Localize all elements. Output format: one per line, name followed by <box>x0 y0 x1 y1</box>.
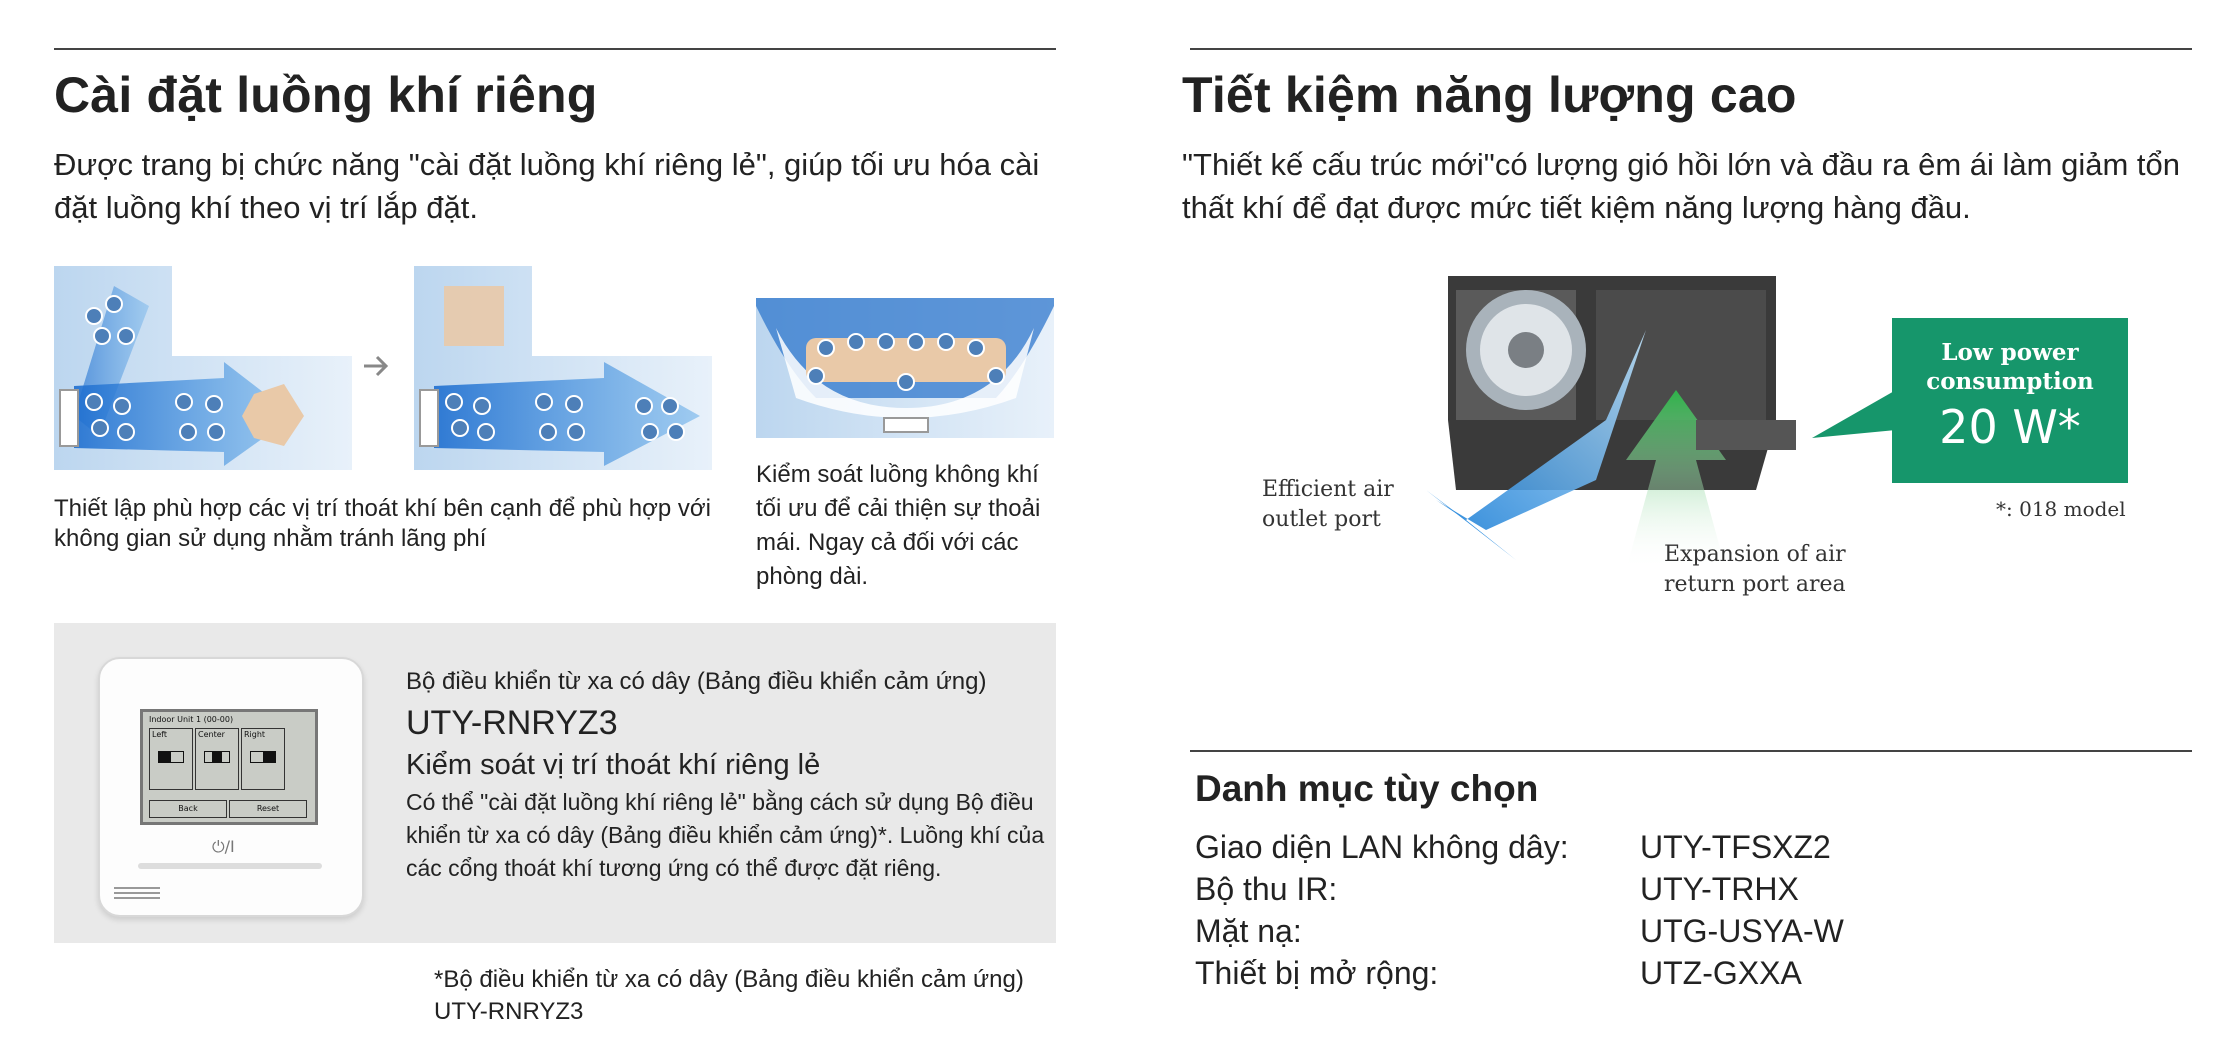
badge-label-line-1: Low power <box>1941 339 2079 366</box>
remote-description <box>406 668 1046 885</box>
left-top-rule <box>54 48 1056 50</box>
remote-reset-button[interactable]: Reset <box>229 800 307 818</box>
remote-speaker-grille <box>114 887 160 899</box>
options-top-rule <box>1190 750 2192 752</box>
option-value: UTY-TRHX <box>1640 871 1799 907</box>
label-return-port <box>1664 540 1846 600</box>
remote-col-center-label: Center <box>198 730 225 739</box>
remote-back-button[interactable]: Back <box>149 800 227 818</box>
options-row <box>1195 868 1844 910</box>
label-return-line-1: Expansion of air <box>1664 542 1846 567</box>
airflow-diagram-after <box>414 266 712 470</box>
options-row <box>1195 826 1844 868</box>
remote-screen-col-right[interactable] <box>241 728 285 790</box>
remote-power-button[interactable]: ⏻/I <box>212 837 235 856</box>
remote-col-left-label: Left <box>152 730 168 739</box>
label-outlet-port <box>1262 475 1394 535</box>
left-section-title: Cài đặt luồng khí riêng <box>54 67 598 123</box>
remote-led-bar <box>138 863 322 869</box>
right-top-rule <box>1190 48 2192 50</box>
option-value: UTY-TFSXZ2 <box>1640 829 1831 865</box>
label-return-line-2: return port area <box>1664 572 1846 597</box>
airflow-diagram-long-room <box>756 298 1054 438</box>
remote-screen-header: Indoor Unit 1 (00-00) <box>149 715 234 724</box>
unit-cutaway-illustration <box>1396 270 1816 570</box>
badge-pointer <box>1812 380 1896 440</box>
label-outlet-line-2: outlet port <box>1262 507 1381 532</box>
left-intro-text: Được trang bị chức năng "cài đặt luồng khí riêng lẻ", giúp tối ưu hóa cài đặt luồng khí theo vị trí lắp đặt. <box>54 147 1040 225</box>
options-title: Danh mục tùy chọn <box>1195 768 1539 809</box>
options-row <box>1195 910 1844 952</box>
remote-footnote <box>434 964 1074 1028</box>
caption-side-outlets: Thiết lập phù hợp các vị trí thoát khí bên cạnh để phù hợp với không gian sử dụng nhằm tránh lãng phí <box>54 495 711 552</box>
option-label: Mặt nạ: <box>1195 913 1302 949</box>
right-intro-text: "Thiết kế cấu trúc mới"có lượng gió hồi lớn và đầu ra êm ái làm giảm tổn thất khí để đạt được mức tiết kiệm năng lượng hàng đầu. <box>1182 147 2181 225</box>
option-value: UTZ-GXXA <box>1640 955 1802 991</box>
right-section-title: Tiết kiệm năng lượng cao <box>1182 67 1797 123</box>
option-value: UTG-USYA-W <box>1640 913 1844 949</box>
badge-note: *: 018 model <box>1996 497 2126 521</box>
remote-model: UTY-RNRYZ3 <box>406 704 618 742</box>
remote-subtitle: Kiểm soát vị trí thoát khí riêng lẻ <box>406 749 821 781</box>
remote-screen <box>140 709 318 825</box>
badge-label-line-2: consumption <box>1926 368 2094 395</box>
airflow-diagram-before <box>54 266 352 470</box>
arrow-right-icon <box>362 352 390 380</box>
remote-screen-col-center[interactable] <box>195 728 239 790</box>
remote-body-text: Có thể "cài đặt luồng khí riêng lẻ" bằng cách sử dụng Bộ điều khiển từ xa có dây (Bảng điều khiển cảm ứng)*. Luồng khí của các cổng thoát khí tương ứng có thể được đặt riêng. <box>406 789 1045 881</box>
option-label: Giao diện LAN không dây: <box>1195 829 1569 865</box>
option-label: Thiết bị mở rộng: <box>1195 955 1439 991</box>
remote-footnote-line-2: UTY-RNRYZ3 <box>434 998 584 1025</box>
remote-screen-col-left[interactable] <box>149 728 193 790</box>
remote-label: Bộ điều khiển từ xa có dây (Bảng điều khiển cảm ứng) <box>406 668 987 695</box>
low-power-badge <box>1892 318 2128 483</box>
caption-long-room: Kiểm soát luồng không khí tối ưu để cải thiện sự thoải mái. Ngay cả đối với các phòng dài. <box>756 461 1041 590</box>
option-label: Bộ thu IR: <box>1195 871 1338 907</box>
options-table <box>1195 826 1844 994</box>
remote-footnote-line-1: *Bộ điều khiển từ xa có dây (Bảng điều khiển cảm ứng) <box>434 966 1024 993</box>
remote-col-right-label: Right <box>244 730 266 739</box>
remote-controller-image <box>98 657 364 917</box>
options-row <box>1195 952 1844 994</box>
label-outlet-line-1: Efficient air <box>1262 477 1394 502</box>
badge-value: 20 W* <box>1939 400 2081 454</box>
